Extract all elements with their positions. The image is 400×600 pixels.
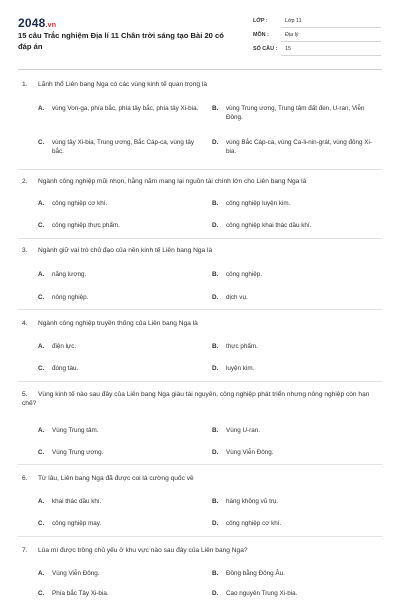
question-stem bbox=[22, 474, 372, 483]
option-text: luyện kim. bbox=[226, 365, 255, 372]
option-text: công nghiệp khai thác dầu khí. bbox=[226, 222, 312, 229]
question-number: 7. bbox=[22, 547, 28, 554]
option-text: Vùng Trung tâm. bbox=[52, 427, 99, 434]
option-text: vùng tây Xi-bia, Trung ương, Bắc Cáp-ca, vùng tây bắc. bbox=[52, 139, 195, 155]
meta-info bbox=[253, 17, 381, 59]
question-divider bbox=[18, 381, 382, 382]
option-text: Vùng U-ran. bbox=[226, 427, 260, 434]
option-letter: D. bbox=[212, 139, 219, 146]
option-text: công nghiệp may. bbox=[52, 520, 102, 527]
meta-row-class bbox=[253, 17, 381, 31]
option-letter: D. bbox=[212, 222, 219, 229]
option-text: vùng Trung ương, Trung tâm đất đen, U-ran, Viễn Đông. bbox=[226, 105, 365, 121]
option-text: công nghiệp luyện kim. bbox=[226, 200, 291, 207]
option-letter: A. bbox=[38, 498, 45, 505]
question-text: Ngành giữ vai trò chủ đạo của nền kinh tế Liên bang Nga là bbox=[38, 247, 213, 254]
option-text: năng lượng. bbox=[52, 271, 87, 278]
question-text: Lãnh thổ Liên bang Nga có các vùng kinh tế quan trọng là bbox=[38, 81, 207, 88]
option-text: công nghiệp cơ khí. bbox=[52, 200, 108, 207]
question-stem bbox=[22, 246, 372, 255]
header-divider bbox=[18, 69, 382, 70]
question-number: 3. bbox=[22, 247, 28, 254]
option-text: công nghiệp thực phẩm. bbox=[52, 222, 120, 229]
question-stem bbox=[22, 80, 372, 89]
option-letter: D. bbox=[212, 590, 219, 597]
option-letter: D. bbox=[212, 294, 219, 301]
question-divider bbox=[18, 464, 382, 465]
question-text: Từ lâu, Liên bang Nga đã được coi là cường quốc về bbox=[38, 475, 194, 482]
option-text: Đồng bằng Đông Âu. bbox=[226, 570, 285, 577]
logo-number: 2048 bbox=[18, 16, 46, 30]
meta-label-class: LỚP : bbox=[253, 18, 268, 24]
question-text: Ngành công nghiệp truyền thống của Liên bang Nga là bbox=[38, 320, 198, 327]
meta-value-class: Lớp 11 bbox=[285, 18, 302, 24]
page-header bbox=[0, 0, 400, 64]
option-letter: B. bbox=[212, 271, 219, 278]
question-divider bbox=[18, 309, 382, 310]
option-letter: D. bbox=[212, 520, 219, 527]
option-letter: C. bbox=[38, 222, 45, 229]
logo-tld: .vn bbox=[45, 22, 57, 29]
option-letter: C. bbox=[38, 590, 45, 597]
option-letter: C. bbox=[38, 139, 45, 146]
option-letter: A. bbox=[38, 200, 45, 207]
option-text: vùng Von-ga, phía bắc, phía tây bắc, phía tây Xi-bia. bbox=[52, 105, 199, 112]
meta-value-count: 15 bbox=[285, 46, 291, 52]
option-letter: B. bbox=[212, 200, 219, 207]
question-divider bbox=[18, 169, 382, 170]
option-letter: B. bbox=[212, 343, 219, 350]
option-letter: A. bbox=[38, 427, 45, 434]
option-text: thực phẩm. bbox=[226, 343, 258, 350]
option-letter: D. bbox=[212, 449, 219, 456]
question-text: Vùng kinh tế nào sau đây của Liên bang Nga giàu tài nguyên, công nghiệp phát triển nhưng nông nghiệp còn hạn chế? bbox=[22, 391, 370, 407]
meta-label-subject: MÔN : bbox=[253, 32, 269, 38]
question-text: Ngành công nghiệp mũi nhọn, hằng năm mang lại nguồn tài chính lớn cho Liên bang Nga là bbox=[38, 178, 307, 185]
option-letter: B. bbox=[212, 498, 219, 505]
question-stem bbox=[22, 177, 372, 186]
option-letter: A. bbox=[38, 343, 45, 350]
meta-underline bbox=[281, 41, 381, 42]
option-letter: C. bbox=[38, 365, 45, 372]
question-number: 5. bbox=[22, 391, 28, 398]
option-letter: C. bbox=[38, 449, 45, 456]
option-letter: B. bbox=[212, 427, 219, 434]
option-letter: B. bbox=[212, 570, 219, 577]
option-text: Cao nguyên Trung Xi-bia. bbox=[226, 590, 298, 597]
meta-row-subject bbox=[253, 31, 381, 45]
option-text: Phía bắc Tây Xi-bia. bbox=[52, 590, 109, 597]
option-text: Vùng Viễn Đông. bbox=[52, 570, 100, 577]
meta-value-subject: Địa lý bbox=[285, 32, 299, 38]
option-letter: C. bbox=[38, 520, 45, 527]
option-text: Vùng Viễn Đông. bbox=[226, 449, 274, 456]
question-divider bbox=[18, 238, 382, 239]
document-title: 15 câu Trắc nghiệm Địa lí 11 Chân trời sáng tạo Bài 20 có đáp án bbox=[18, 31, 224, 51]
question-stem bbox=[22, 546, 372, 555]
meta-underline bbox=[281, 27, 381, 28]
option-text: đóng tàu. bbox=[52, 365, 79, 372]
option-text: nông nghiệp. bbox=[52, 294, 89, 301]
option-letter: D. bbox=[212, 365, 219, 372]
option-text: hàng không vũ trụ. bbox=[226, 498, 279, 505]
meta-row-count bbox=[253, 45, 381, 59]
site-logo[interactable] bbox=[18, 16, 56, 30]
option-letter: A. bbox=[38, 570, 45, 577]
option-text: công nghiệp cơ khí. bbox=[226, 520, 282, 527]
option-text: khai thác dầu khí. bbox=[52, 498, 102, 505]
question-number: 1. bbox=[22, 81, 28, 88]
option-text: Vùng Trung ương. bbox=[52, 449, 104, 456]
option-letter: A. bbox=[38, 271, 45, 278]
option-letter: C. bbox=[38, 294, 45, 301]
question-number: 4. bbox=[22, 320, 28, 327]
option-text: dịch vụ. bbox=[226, 294, 248, 301]
option-text: công nghiệp. bbox=[226, 271, 263, 278]
option-letter: A. bbox=[38, 105, 45, 112]
question-number: 2. bbox=[22, 178, 28, 185]
question-stem bbox=[22, 390, 372, 408]
option-text: vùng Bắc Cáp-ca, vùng Ca-li-nin-grát, vùng đông Xi-bia. bbox=[226, 139, 372, 155]
question-text: Lúa mì được trồng chủ yếu ở khu vực nào sau đây của Liên bang Nga? bbox=[38, 547, 248, 554]
meta-label-count: SỐ CÂU : bbox=[253, 46, 278, 52]
option-text: điện lực. bbox=[52, 343, 77, 350]
option-letter: B. bbox=[212, 105, 219, 112]
question-stem bbox=[22, 319, 372, 328]
meta-underline bbox=[281, 55, 381, 56]
question-number: 6. bbox=[22, 475, 28, 482]
question-divider bbox=[18, 536, 382, 537]
